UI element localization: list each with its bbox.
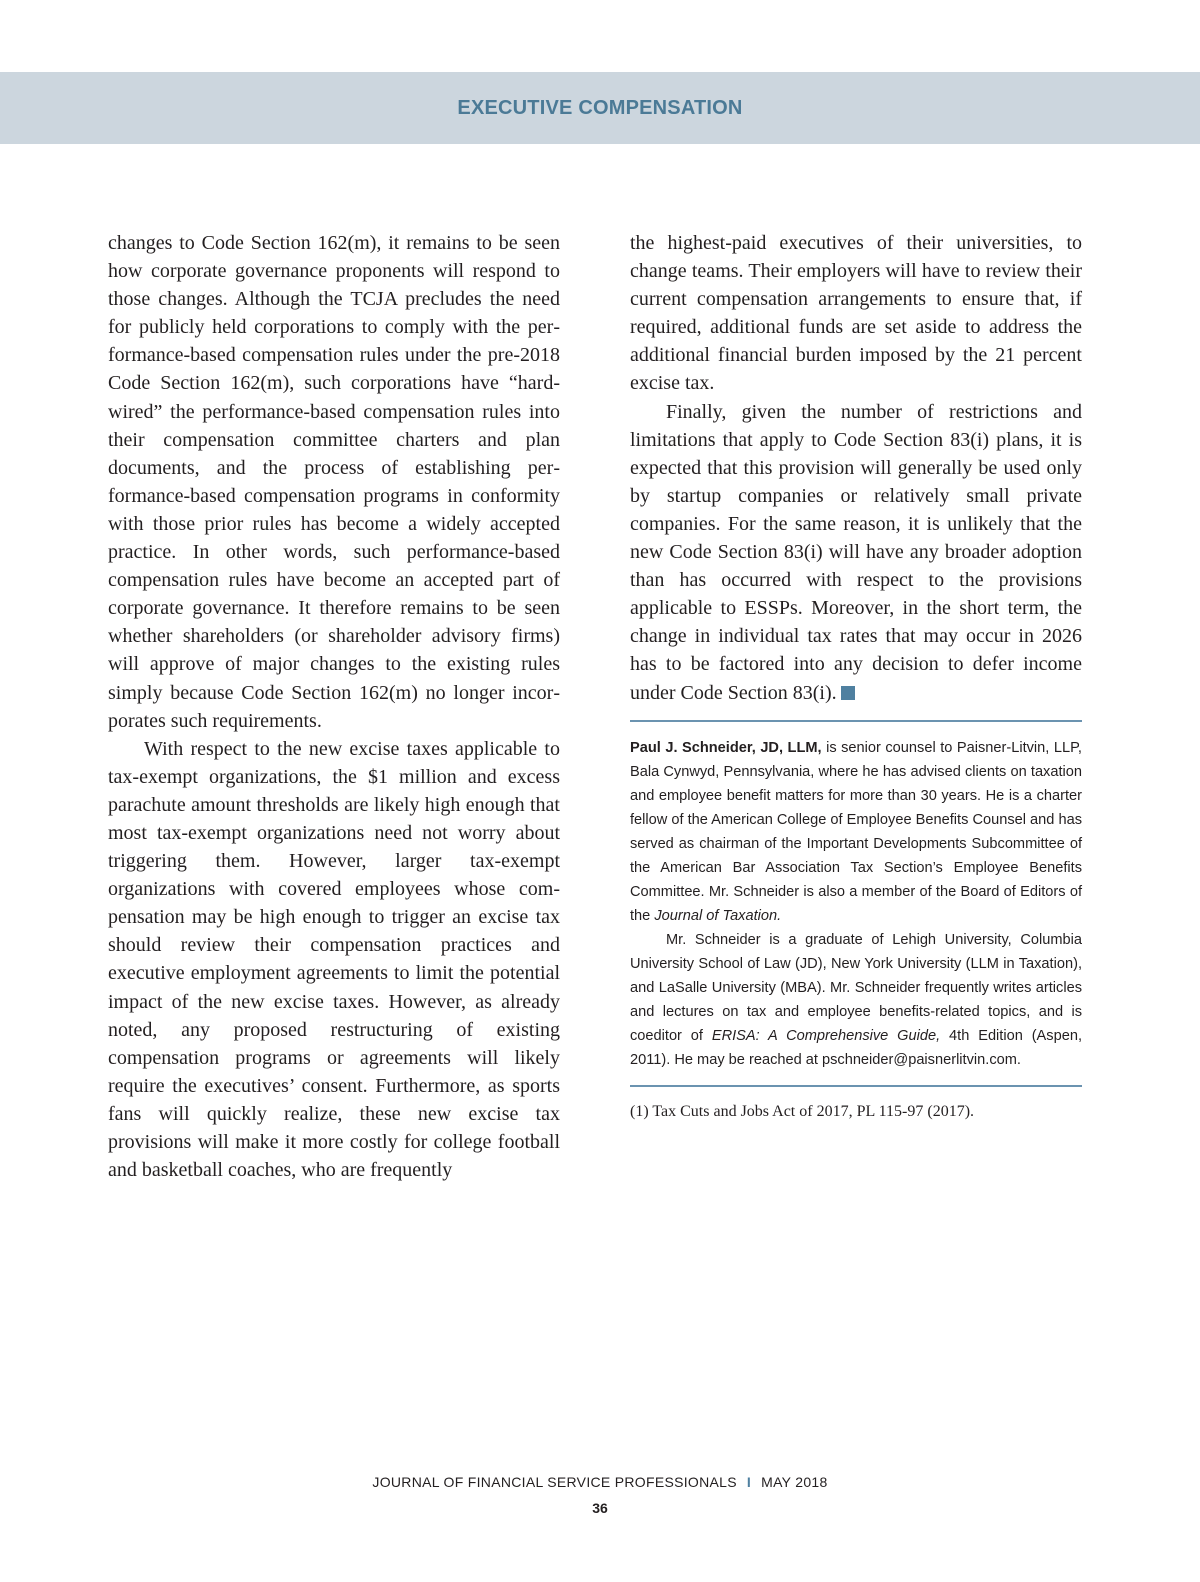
section-title: EXECUTIVE COMPENSATION	[457, 96, 743, 119]
author-bio	[630, 736, 1082, 1072]
bio-top-rule	[630, 720, 1082, 722]
footer-separator: I	[746, 1474, 752, 1490]
journal-title: Journal of Taxation.	[654, 907, 782, 924]
author-name: Paul J. Schneider, JD, LLM,	[630, 739, 822, 756]
section-banner	[0, 72, 1200, 144]
right-paragraph-2-text: Finally, given the number of restrictions and limitations that apply to Code Section 83(i) plans, it is expected that this provision will generally be used only by startup companies or relatively small private companies. For the same reason, it is unlikely that the new Code Section 83(i) will have any broader adoption than has occurred with respect to the provisions applicable to ESSPs. Moreover, in the short term, the change in individual tax rates that may occur in 2026 has to be factored into any decision to defer income under Code Section 83(i).	[630, 400, 1082, 704]
book-title: ERISA: A Comprehensive Guide,	[711, 1027, 941, 1044]
bio-paragraph-1	[630, 736, 1082, 928]
issue-date: MAY 2018	[761, 1474, 828, 1490]
left-column	[108, 229, 560, 1184]
footnote: (1) Tax Cuts and Jobs Act of 2017, PL 115-97 (2017).	[630, 1102, 975, 1120]
bio-text-2: Mr. Schneider is a graduate of Lehigh University, Columbia University School of Law (JD), New York University (LLM in Taxation), and LaSalle University (MBA). Mr. Schneider frequently writes articles and lectures on tax and employee benefits-related topics, and is coeditor of	[630, 931, 1082, 1044]
bio-text-3: 4th Edition (Aspen, 2011). He may be reached at pschneider@paisnerlitvin.com.	[630, 1027, 1082, 1068]
page-number: 36	[592, 1500, 608, 1516]
right-column	[630, 229, 1082, 1123]
right-paragraph-1: the highest-paid executives of their universities, to change teams. Their employers will have to review their current compensation arrangements to ensure that, if required, additional funds are set aside to address the additional financial burden imposed by the 21 percent excise tax.	[630, 232, 1082, 395]
journal-name: JOURNAL OF FINANCIAL SERVICE PROFESSIONALS	[372, 1474, 737, 1490]
page-footer	[0, 1474, 1200, 1490]
left-paragraph-2: With respect to the new excise taxes applicable to tax-exempt organizations, the $1 million and excess parachute amount thresholds are likely high enough that most tax-exempt organizations need not worry about triggering them. However, larger tax-exempt organizations with covered employees whose compensation may be high enough to trigger an excise tax should review their compensation practices and executive employment agreements to limit the potential impact of the new excise taxes. However, as already noted, any proposed restructuring of existing compensation programs or agreements will likely require the executives’ consent. Furthermore, as sports fans will quickly realize, these new excise tax provisions will make it more costly for college football and basketball coaches, who are frequently	[108, 737, 560, 1182]
bio-text-1: is senior counsel to Paisner-Litvin, LLP, Bala Cynwyd, Pennsylvania, where he has advised clients on taxation and employee benefit matters for more than 30 years. He is a charter fellow of the American College of Employee Benefits Counsel and has served as chairman of the Important Developments Subcommittee of the American Bar Association Tax Section’s Employee Benefits Committee. Mr. Schneider is also a member of the Board of Editors of the	[630, 739, 1082, 924]
right-paragraph-2	[630, 398, 1082, 707]
bio-paragraph-2	[630, 928, 1082, 1072]
bio-bottom-rule	[630, 1085, 1082, 1087]
end-of-article-square-icon	[841, 686, 855, 700]
left-paragraph-1: changes to Code Section 162(m), it remains to be seen how corporate governance proponents will respond to those changes. Although the TCJA precludes the need for publicly held corporations to comply with the performance-based compensation rules under the pre-2018 Code Section 162(m), such corporations have “hard-wired” the performance-based compensation rules into their compensation committee charters and plan documents, and the process of establishing performance-based compensation programs in conformity with those prior rules has become a widely accepted practice. In other words, such performance-based compensation rules have become an accepted part of corporate governance. It therefore remains to be seen whether shareholders (or shareholder advisory firms) will approve of major changes to the existing rules simply because Code Section 162(m) no longer incorporates such requirements.	[108, 232, 560, 732]
